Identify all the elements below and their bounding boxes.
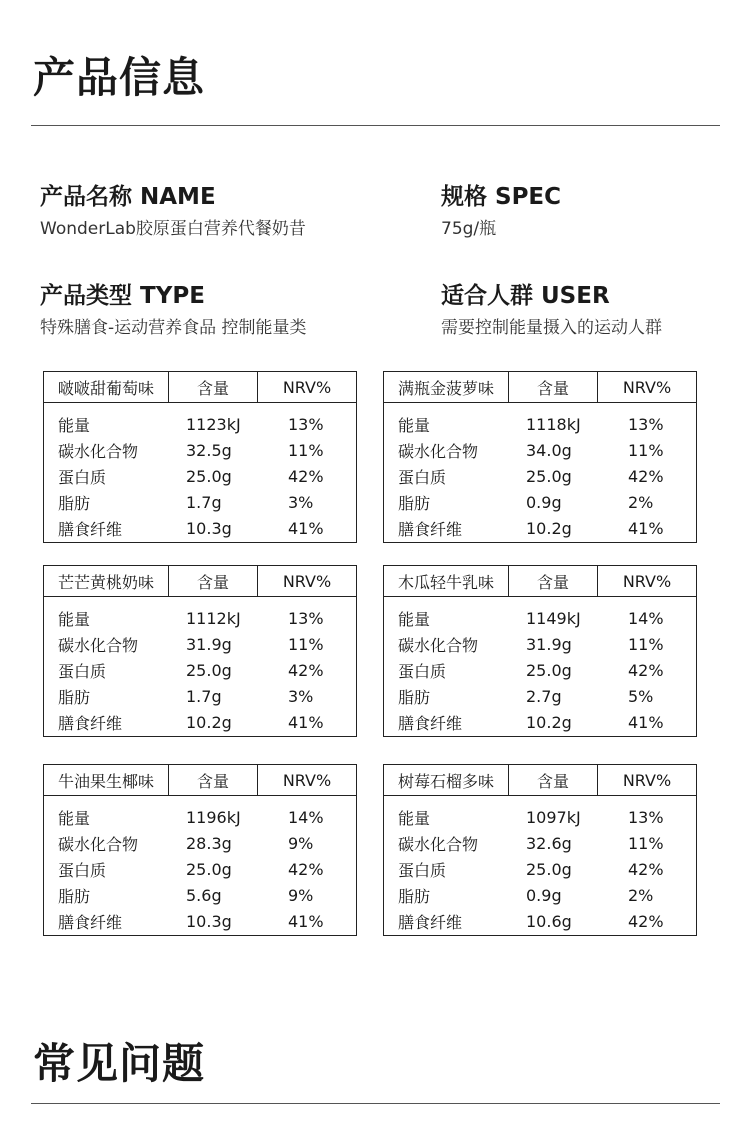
nutrient-nrv: 42% — [288, 660, 324, 680]
table-row — [384, 631, 696, 657]
info-user-label: 适合人群 USER — [441, 283, 610, 309]
table-header — [44, 372, 356, 403]
nutrition-table-peach — [43, 565, 357, 737]
table-row — [44, 631, 356, 657]
nutrient-amount: 1118kJ — [526, 414, 581, 434]
table-row — [384, 463, 696, 489]
nutrient-amount: 1123kJ — [186, 414, 241, 434]
nutrient-amount: 0.9g — [526, 492, 562, 512]
table-row — [44, 515, 356, 541]
nutrient-amount: 34.0g — [526, 440, 572, 460]
nutrient-amount: 5.6g — [186, 885, 222, 905]
nutrient-nrv: 11% — [628, 440, 664, 460]
nutrient-nrv: 2% — [628, 885, 654, 905]
nutrient-amount: 10.3g — [186, 518, 232, 538]
flavor-name: 牛油果生椰味 — [44, 765, 169, 795]
nutrient-name: 膳食纤维 — [398, 519, 463, 539]
flavor-name: 树莓石榴多味 — [384, 765, 509, 795]
nutrient-name: 蛋白质 — [58, 860, 107, 880]
amount-header: 含量 — [509, 765, 598, 795]
nutrient-name: 碳水化合物 — [58, 441, 139, 461]
nutrient-nrv: 9% — [288, 885, 314, 905]
table-header — [384, 765, 696, 796]
nutrition-table-grape — [43, 371, 357, 543]
info-name — [40, 186, 306, 238]
section-title-faq: 常见问题 — [33, 1039, 206, 1088]
flavor-name: 芒芒黄桃奶味 — [44, 566, 169, 596]
table-row — [384, 856, 696, 882]
section-title-product-info: 产品信息 — [33, 53, 206, 102]
nutrient-amount: 0.9g — [526, 885, 562, 905]
info-name-value: WonderLab胶原蛋白营养代餐奶昔 — [40, 219, 306, 239]
nutrient-nrv: 3% — [288, 686, 314, 706]
nutrient-nrv: 42% — [288, 466, 324, 486]
nutrient-amount: 25.0g — [526, 660, 572, 680]
info-user — [441, 285, 662, 337]
nutrient-amount: 1149kJ — [526, 608, 581, 628]
nutrient-amount: 28.3g — [186, 833, 232, 853]
table-row — [384, 709, 696, 735]
table-row — [384, 908, 696, 934]
nrv-header: NRV% — [622, 377, 672, 397]
nrv-header: NRV% — [282, 770, 332, 790]
info-type — [40, 285, 307, 337]
nutrient-nrv: 5% — [628, 686, 654, 706]
flavor-name: 木瓜轻牛乳味 — [384, 566, 509, 596]
nutrient-amount: 1196kJ — [186, 807, 241, 827]
nrv-header: NRV% — [622, 571, 672, 591]
nutrient-name: 蛋白质 — [58, 467, 107, 487]
table-header — [44, 765, 356, 796]
nutrient-name: 脂肪 — [398, 687, 431, 707]
table-row — [384, 605, 696, 631]
table-row — [44, 437, 356, 463]
nutrient-name: 膳食纤维 — [398, 713, 463, 733]
nutrient-nrv: 13% — [288, 414, 324, 434]
nutrient-name: 膳食纤维 — [398, 912, 463, 932]
divider — [31, 1103, 720, 1104]
table-row — [384, 437, 696, 463]
nutrient-name: 脂肪 — [398, 886, 431, 906]
nutrient-amount: 1.7g — [186, 492, 222, 512]
table-row — [44, 489, 356, 515]
nutrient-name: 能量 — [58, 609, 91, 629]
nutrient-amount: 10.2g — [526, 518, 572, 538]
flavor-name: 啵啵甜葡萄味 — [44, 372, 169, 402]
table-row — [44, 830, 356, 856]
nutrient-name: 脂肪 — [58, 886, 91, 906]
nutrient-nrv: 41% — [628, 712, 664, 732]
nutrient-nrv: 41% — [288, 712, 324, 732]
table-header — [384, 566, 696, 597]
nutrition-table-raspberry — [383, 764, 697, 936]
nutrient-amount: 10.6g — [526, 911, 572, 931]
nutrient-nrv: 14% — [288, 807, 324, 827]
nutrition-table-avocado — [43, 764, 357, 936]
nutrient-nrv: 41% — [288, 518, 324, 538]
table-row — [44, 882, 356, 908]
table-row — [44, 463, 356, 489]
table-row — [384, 683, 696, 709]
amount-header: 含量 — [509, 566, 598, 596]
amount-header: 含量 — [509, 372, 598, 402]
nutrient-name: 脂肪 — [58, 687, 91, 707]
table-row — [44, 856, 356, 882]
table-row — [384, 882, 696, 908]
nutrient-name: 膳食纤维 — [58, 519, 123, 539]
nutrient-amount: 10.3g — [186, 911, 232, 931]
nutrient-name: 膳食纤维 — [58, 713, 123, 733]
nutrient-nrv: 14% — [628, 608, 664, 628]
nutrient-amount: 25.0g — [526, 859, 572, 879]
nutrient-amount: 10.2g — [526, 712, 572, 732]
info-type-value: 特殊膳食-运动营养食品 控制能量类 — [40, 318, 307, 338]
nutrient-name: 脂肪 — [58, 493, 91, 513]
table-row — [384, 411, 696, 437]
amount-header: 含量 — [169, 765, 258, 795]
nutrient-nrv: 42% — [628, 911, 664, 931]
nutrient-nrv: 42% — [628, 466, 664, 486]
nutrient-nrv: 3% — [288, 492, 314, 512]
nutrient-amount: 1097kJ — [526, 807, 581, 827]
nutrient-amount: 32.6g — [526, 833, 572, 853]
nutrient-name: 碳水化合物 — [398, 441, 479, 461]
nutrient-nrv: 11% — [628, 634, 664, 654]
table-header — [384, 372, 696, 403]
nrv-header: NRV% — [282, 571, 332, 591]
nutrient-name: 能量 — [398, 415, 431, 435]
nutrient-name: 蛋白质 — [398, 661, 447, 681]
nutrient-name: 碳水化合物 — [398, 635, 479, 655]
nutrient-nrv: 42% — [628, 859, 664, 879]
nutrient-name: 碳水化合物 — [58, 635, 139, 655]
info-name-label: 产品名称 NAME — [40, 184, 216, 210]
nutrient-amount: 25.0g — [186, 466, 232, 486]
table-row — [384, 657, 696, 683]
amount-header: 含量 — [169, 566, 258, 596]
nutrient-name: 蛋白质 — [398, 860, 447, 880]
table-row — [384, 830, 696, 856]
table-row — [44, 709, 356, 735]
nutrition-table-pineapple — [383, 371, 697, 543]
table-row — [44, 908, 356, 934]
table-row — [44, 683, 356, 709]
nutrient-name: 能量 — [58, 415, 91, 435]
nutrient-name: 能量 — [398, 808, 431, 828]
table-header — [44, 566, 356, 597]
nutrient-name: 蛋白质 — [398, 467, 447, 487]
nutrient-nrv: 11% — [628, 833, 664, 853]
nutrient-name: 碳水化合物 — [58, 834, 139, 854]
nutrient-nrv: 42% — [288, 859, 324, 879]
nrv-header: NRV% — [282, 377, 332, 397]
info-spec — [441, 186, 561, 238]
nutrient-amount: 25.0g — [186, 660, 232, 680]
nutrient-nrv: 9% — [288, 833, 314, 853]
nutrient-amount: 31.9g — [526, 634, 572, 654]
flavor-name: 满瓶金菠萝味 — [384, 372, 509, 402]
info-spec-value: 75g/瓶 — [441, 219, 497, 239]
nutrient-nrv: 13% — [628, 807, 664, 827]
info-type-label: 产品类型 TYPE — [40, 283, 205, 309]
table-row — [44, 605, 356, 631]
nutrient-amount: 25.0g — [526, 466, 572, 486]
table-row — [384, 515, 696, 541]
info-user-value: 需要控制能量摄入的运动人群 — [441, 318, 662, 338]
table-row — [384, 804, 696, 830]
divider — [31, 125, 720, 126]
nrv-header: NRV% — [622, 770, 672, 790]
nutrient-nrv: 13% — [288, 608, 324, 628]
table-row — [44, 804, 356, 830]
nutrient-amount: 1.7g — [186, 686, 222, 706]
nutrient-amount: 2.7g — [526, 686, 562, 706]
nutrient-name: 膳食纤维 — [58, 912, 123, 932]
nutrient-name: 碳水化合物 — [398, 834, 479, 854]
nutrient-name: 脂肪 — [398, 493, 431, 513]
nutrient-amount: 25.0g — [186, 859, 232, 879]
nutrient-name: 能量 — [58, 808, 91, 828]
nutrient-nrv: 42% — [628, 660, 664, 680]
table-row — [44, 657, 356, 683]
amount-header: 含量 — [169, 372, 258, 402]
nutrient-name: 能量 — [398, 609, 431, 629]
table-row — [384, 489, 696, 515]
nutrient-nrv: 41% — [628, 518, 664, 538]
info-spec-label: 规格 SPEC — [441, 184, 562, 210]
nutrient-name: 蛋白质 — [58, 661, 107, 681]
nutrient-nrv: 11% — [288, 440, 324, 460]
nutrient-nrv: 11% — [288, 634, 324, 654]
nutrient-amount: 31.9g — [186, 634, 232, 654]
nutrient-amount: 32.5g — [186, 440, 232, 460]
nutrient-amount: 1112kJ — [186, 608, 241, 628]
nutrient-nrv: 2% — [628, 492, 654, 512]
table-row — [44, 411, 356, 437]
nutrient-amount: 10.2g — [186, 712, 232, 732]
nutrient-nrv: 41% — [288, 911, 324, 931]
nutrition-table-papaya — [383, 565, 697, 737]
nutrient-nrv: 13% — [628, 414, 664, 434]
